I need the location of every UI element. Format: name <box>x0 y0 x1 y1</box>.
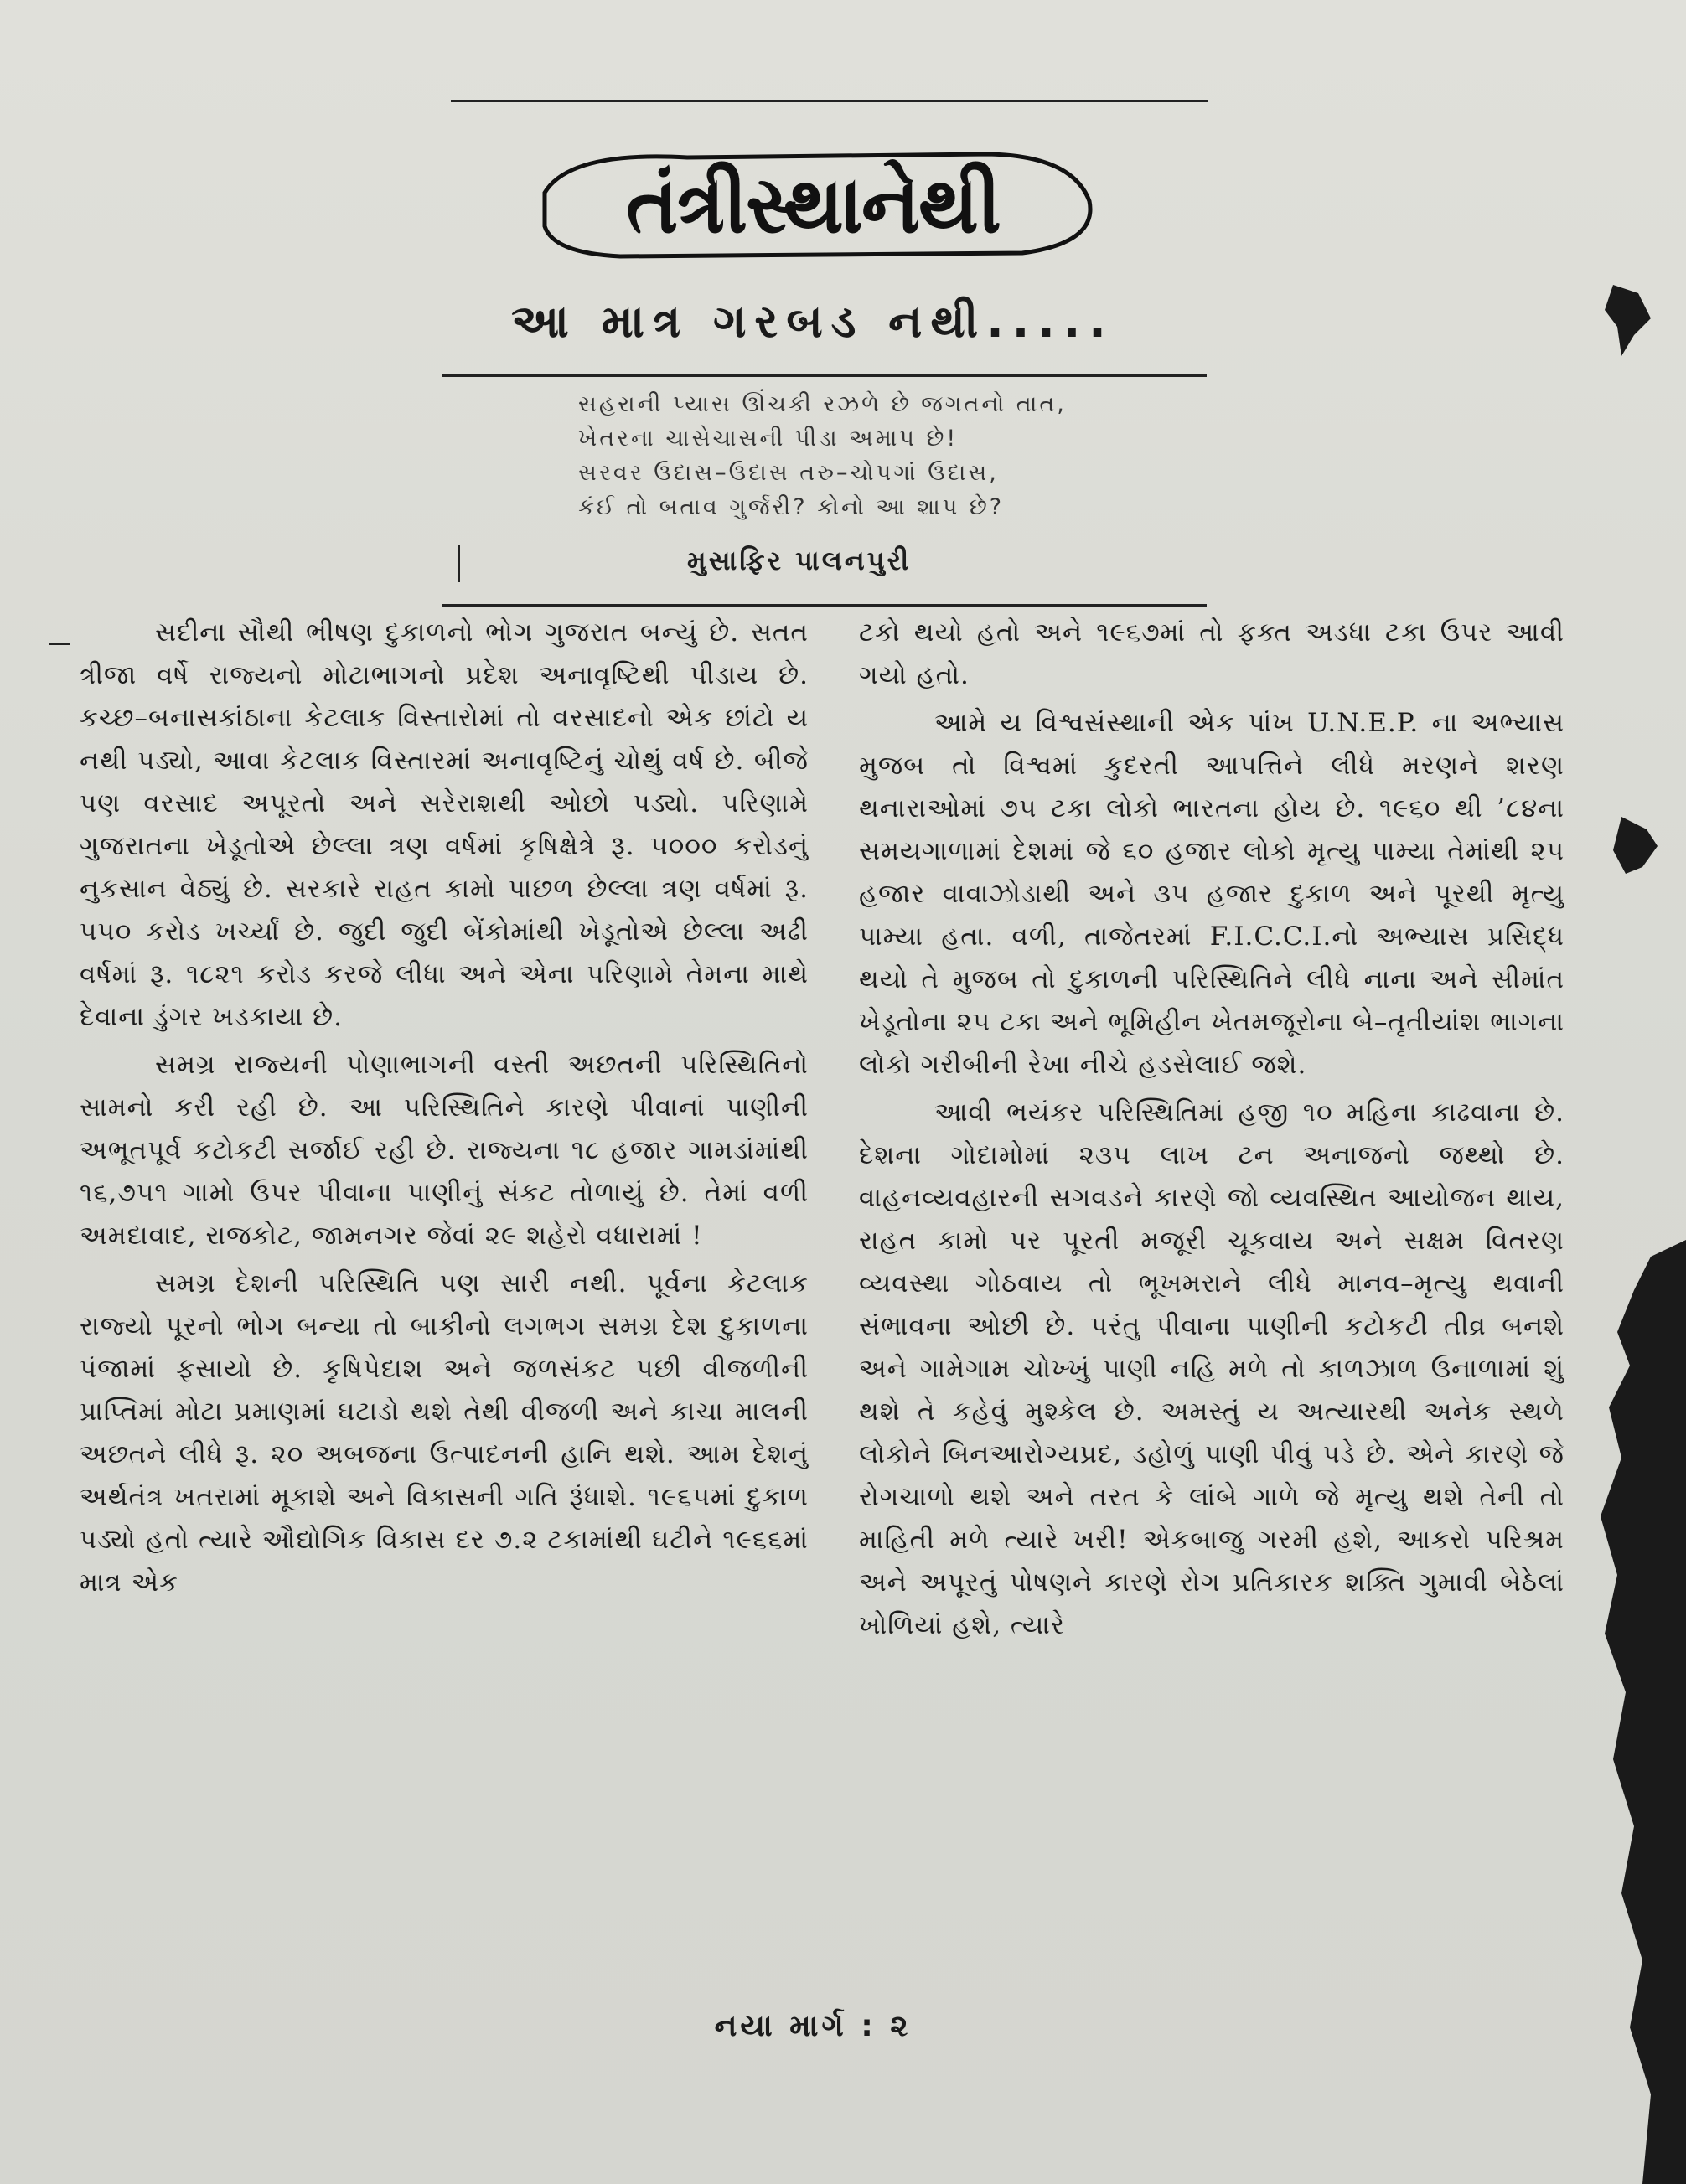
poem-line: ખેતરના ચાસેચાસની પીડા અમાપ છે! <box>578 426 959 452</box>
poem-rule <box>442 604 1207 607</box>
masthead <box>520 142 1106 268</box>
poet-name: મુસાફિર પાલનપુરી <box>687 545 912 576</box>
paragraph: સદીના સૌથી ભીષણ દુકાળનો ભોગ ગુજરાત બન્યું છે. સતત ત્રીજા વર્ષે રાજ્યનો મોટાભાગનો પ્રદેશ અનાવૃષ્ટિથી પીડાય છે. કચ્છ–બનાસકાંઠાના કેટલાક વિસ્તારોમાં તો વરસાદનો એક છાંટો ય નથી પડ્યો, આવા કેટલાક વિસ્તારમાં અનાવૃષ્ટિનું ચોથું વર્ષ છે. બીજે પણ વરસાદ અપૂરતો અને સરેરાશથી ઓછો પડ્યો. પરિણામે ગુજરાતના ખેડૂતોએ છેલ્લા ત્રણ વર્ષમાં કૃષિક્ષેત્રે રૂ. ૫૦૦૦ કરોડનું નુકસાન વેઠ્યું છે. સરકારે રાહત કામો પાછળ છેલ્લા ત્રણ વર્ષમાં રૂ. ૫૫૦ કરોડ ખર્ચ્યાં છે. જુદી જુદી બેંકોમાંથી ખેડૂતોએ છેલ્લા અઢી વર્ષમાં રૂ. ૧૮૨૧ કરોડ કરજે લીધા અને એના પરિણામે તેમના માથે દેવાના ડુંગર ખડકાયા છે. <box>80 617 809 1032</box>
paragraph: ટકો થયો હતો અને ૧૯૬૭માં તો ફક્ત અડધા ટકા ઉપર આવી ગયો હતો. <box>859 617 1564 690</box>
torn-edge-top <box>1605 285 1655 360</box>
paragraph: આવી ભયંકર પરિસ્થિતિમાં હજી ૧૦ મહિના કાઢવાના છે. દેશના ગોદામોમાં ૨૩૫ લાખ ટન અનાજનો જથ્થો છે. વાહનવ્યવહારની સગવડને કારણે જો વ્યવસ્થિત આયોજન થાય, રાહત કામો પર પૂરતી મજૂરી ચૂકવાય અને સક્ષમ વિતરણ વ્યવસ્થા ગોઠવાય તો ભૂખમરાને લીધે માનવ–મૃત્યુ થવાની સંભાવના ઓછી છે. પરંતુ પીવાના પાણીની કટોકટી તીવ્ર બનશે અને ગામેગામ ચોખ્ખું પાણી નહિ મળે તો કાળઝાળ ઉનાળામાં શું થશે તે કહેવું મુશ્કેલ છે. અમસ્તું ય અત્યારથી અનેક સ્થળે લોકોને બિનઆરોગ્યપ્રદ, ડહોળું પાણી પીવું પડે છે. એને કારણે જે રોગચાળો થશે અને તરત કે લાંબે ગાળે જે મૃત્યુ થશે તેની તો માહિતી મળે ત્યારે ખરી! એકબાજુ ગરમી હશે, આકરો પરિશ્રમ અને અપૂરતું પોષણને કારણે રોગ પ્રતિકારક શક્તિ ગુમાવી બેઠેલાં ખોળિયાં હશે, ત્યારે <box>859 1097 1564 1640</box>
left-column <box>80 612 809 1609</box>
torn-edge <box>1584 1240 1686 2184</box>
poem-line: સહરાની પ્યાસ ઊંચકી રઝળે છે જગતનો તાત, <box>578 391 1067 417</box>
headline-rule <box>442 374 1207 377</box>
article-headline: આ માત્ર ગરબડ નથી..... <box>511 295 1115 348</box>
page-footer: નયા માર્ગ : ૨ <box>714 2009 912 2043</box>
masthead-title: તંત્રીસ્થાનેથી <box>626 159 1000 251</box>
torn-edge-mid <box>1609 817 1659 875</box>
margin-dash <box>49 643 70 645</box>
poem-line: સરવર ઉદાસ–ઉદાસ તરુ–ચોપગાં ઉદાસ, <box>578 460 999 486</box>
paragraph: સમગ્ર રાજ્યની પોણાભાગની વસ્તી અછતની પરિસ્થિતિનો સામનો કરી રહી છે. આ પરિસ્થિતિને કારણે પીવાનાં પાણીની અભૂતપૂર્વ કટોકટી સર્જાઈ રહી છે. રાજ્યના ૧૮ હજાર ગામડાંમાંથી ૧૬,૭૫૧ ગામો ઉપર પીવાના પાણીનું સંકટ તોળાયું છે. તેમાં વળી અમદાવાદ, રાજકોટ, જામનગર જેવાં ૨૯ શહેરો વધારામાં ! <box>80 1050 809 1251</box>
paragraph: આમે ય વિશ્વસંસ્થાની એક પાંખ U.N.E.P. ના અભ્યાસ મુજબ તો વિશ્વમાં કુદરતી આપત્તિને લીધે મરણને શરણ થનારાઓમાં ૭૫ ટકા લોકો ભારતના હોય છે. ૧૯૬૦ થી ’૮૪ના સમયગાળામાં દેશમાં જે ૬૦ હજાર લોકો મૃત્યુ પામ્યા તેમાંથી ૨૫ હજાર વાવાઝોડાથી અને ૩૫ હજાર દુકાળ અને પૂરથી મૃત્યુ પામ્યા હતા. વળી, તાજેતરમાં F.I.C.C.I.નો અભ્યાસ પ્રસિદ્ધ થયો તે મુજબ તો દુકાળની પરિસ્થિતિને લીધે નાના અને સીમાંત ખેડૂતોના ૨૫ ટકા અને ભૂમિહીન ખેતમજૂરોના બે–તૃતીયાંશ ભાગના લોકો ગરીબીની રેખા નીચે હડસેલાઈ જશે. <box>859 708 1564 1080</box>
right-column <box>859 612 1564 1652</box>
poem-stanza <box>578 387 1182 524</box>
poem-line: કંઈ તો બતાવ ગુર્જરી? કોનો આ શાપ છે? <box>578 494 1005 520</box>
top-rule <box>451 100 1208 102</box>
paragraph: સમગ્ર દેશની પરિસ્થિતિ પણ સારી નથી. પૂર્વના કેટલાક રાજ્યો પૂરનો ભોગ બન્યા તો બાકીનો લગભગ સમગ્ર દેશ દુકાળના પંજામાં ફસાયો છે. કૃષિપેદાશ અને જળસંકટ પછી વીજળીની પ્રાપ્તિમાં મોટા પ્રમાણમાં ઘટાડો થશે તેથી વીજળી અને કાચા માલની અછતને લીધે રૂ. ૨૦ અબજના ઉત્પાદનની હાનિ થશે. આમ દેશનું અર્થતંત્ર ખતરામાં મૂકાશે અને વિકાસની ગતિ રૂંધાશે. ૧૯૬૫માં દુકાળ પડ્યો હતો ત્યારે ઔદ્યોગિક વિકાસ દર ૭.૨ ટકામાંથી ઘટીને ૧૯૬૬માં માત્ર એક <box>80 1268 809 1598</box>
poet-tick <box>458 545 460 582</box>
